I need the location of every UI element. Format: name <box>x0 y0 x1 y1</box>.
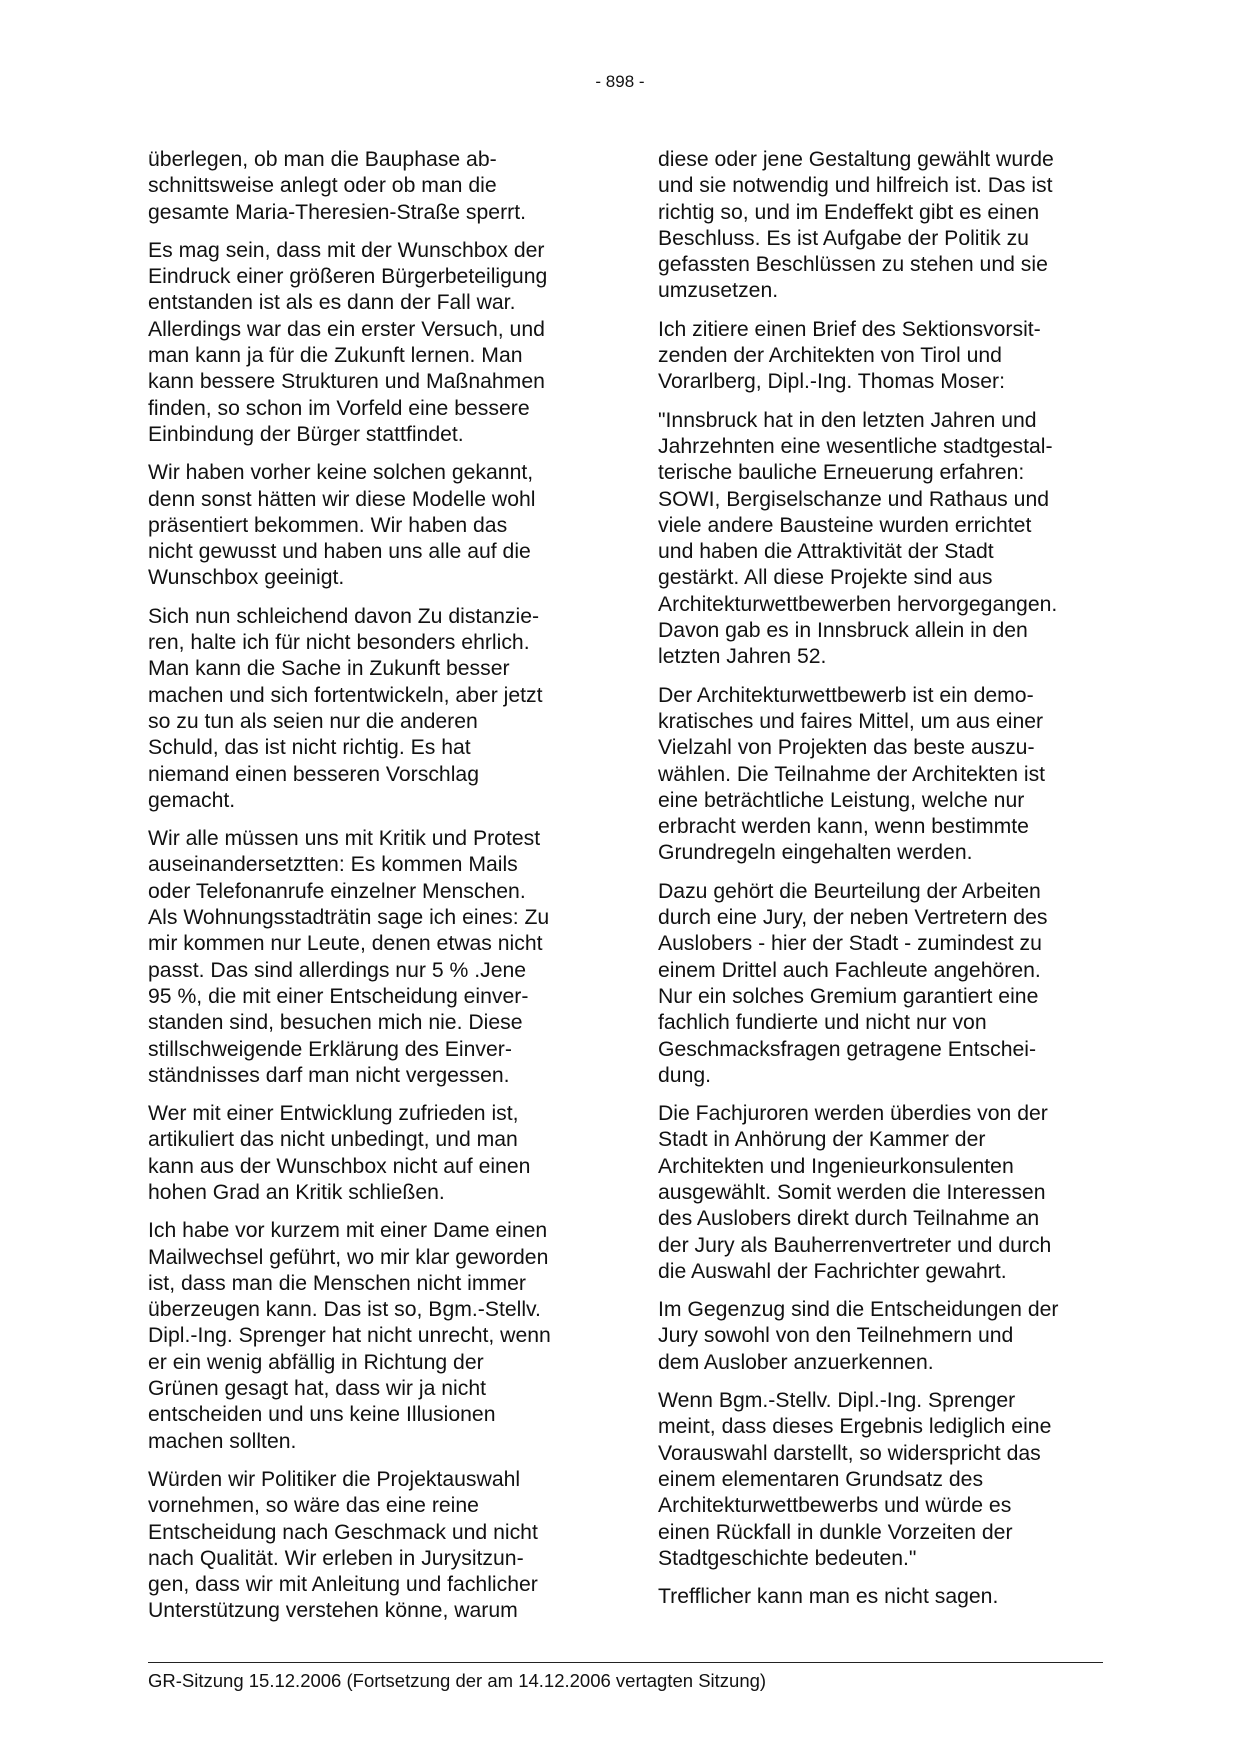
footer-divider <box>148 1662 1103 1663</box>
quote-paragraph: Der Architekturwettbewerb ist ein demo- kratisches und faires Mittel, um aus einer Vielzahl von Projekten das beste auszu- wählen. Die Teilnahme der Architekten ist eine beträchtliche Leistung, welche nur erbracht werden kann, wenn bestimmte Grundregeln eingehalten werden. <box>658 683 1046 865</box>
paragraph: diese oder jene Gestaltung gewählt wurde und sie notwendig und hilfreich ist. Das ist richtig so, und im Endeffekt gibt es einen Beschluss. Es ist Aufgabe der Politik zu gefassten Beschlüssen zu stehen und sie umzusetzen. <box>658 148 1054 303</box>
paragraph: Sich nun schleichend davon Zu distanzie- ren, halte ich für nicht besonders ehrlich. Man kann die Sache in Zukunft besser machen und sich fortentwickeln, aber jetzt so zu tun als seien nur die anderen Schuld, das ist nicht richtig. Es hat niemand einen besseren Vorschlag gemacht. <box>148 604 543 812</box>
paragraph: Es mag sein, dass mit der Wunschbox der Eindruck einer größeren Bürgerbeteiligung entstanden ist als es dann der Fall war. Allerdings war das ein erster Versuch, und man kann ja für die Zukunft lernen. Man kann bessere Strukturen und Maßnahmen finden, so schon im Vorfeld eine bessere Einbindung der Bürger stattfindet. <box>148 238 548 446</box>
paragraph: überlegen, ob man die Bauphase ab- schnittsweise anlegt oder ob man die gesamte Maria-Theresien-Straße sperrt. <box>148 148 526 224</box>
quote-paragraph: Wenn Bgm.-Stellv. Dipl.-Ing. Sprenger meint, dass dieses Ergebnis lediglich eine Vorauswahl darstellt, so widerspricht das einem elementaren Grundsatz des Architekturwettbewerbs und würde es einen Rückfall in dunkle Vorzeiten der Stadtgeschichte bedeuten." <box>658 1389 1052 1570</box>
left-column <box>148 147 588 1637</box>
paragraph: Wir haben vorher keine solchen gekannt, denn sonst hätten wir diese Modelle wohl präsentiert bekommen. Wir haben das nicht gewusst und haben uns alle auf die Wunschbox geeinigt. <box>148 461 536 590</box>
quote-paragraph: "Innsbruck hat in den letzten Jahren und Jahrzehnten eine wesentliche stadtgestal- terische bauliche Erneuerung erfahren: SOWI, Bergiselschanze und Rathaus und viele andere Bausteine wurden errichtet und haben die Attraktivität der Stadt gestärkt. All diese Projekte sind aus Architekturwettbewerben hervorgegangen. Davon gab es in Innsbruck allein in den letzten Jahren 52. <box>658 408 1058 669</box>
quote-paragraph: Dazu gehört die Beurteilung der Arbeiten durch eine Jury, der neben Vertretern des Auslobers - hier der Stadt - zumindest zu einem Drittel auch Fachleute angehören. Nur ein solches Gremium garantiert eine fachlich fundierte und nicht nur von Geschmacksfragen getragene Entschei- dung. <box>658 879 1048 1087</box>
paragraph: Würden wir Politiker die Projektauswahl vornehmen, so wäre das eine reine Entscheidung nach Geschmack und nicht nach Qualität. Wir erleben in Jurysitzun- gen, dass wir mit Anleitung und fachlicher Unterstützung verstehen könne, warum <box>148 1467 538 1623</box>
page-number: - 898 - <box>595 72 645 91</box>
paragraph: Trefflicher kann man es nicht sagen. <box>658 1585 999 1609</box>
footer-text: GR-Sitzung 15.12.2006 (Fortsetzung der am 14.12.2006 vertagten Sitzung) <box>148 1670 767 1691</box>
paragraph: Ich habe vor kurzem mit einer Dame einen Mailwechsel geführt, wo mir klar geworden ist, dass man die Menschen nicht immer überzeugen kann. Das ist so, Bgm.-Stellv. Dipl.-Ing. Sprenger hat nicht unrecht, wenn er ein wenig abfällig in Richtung der Grünen gesagt hat, dass wir ja nicht entscheiden und uns keine Illusionen machen sollten. <box>148 1219 551 1453</box>
right-column <box>658 147 1103 1622</box>
paragraph: Ich zitiere einen Brief des Sektionsvorsit- zenden der Architekten von Tirol und Vorarlberg, Dipl.-Ing. Thomas Moser: <box>658 317 1041 394</box>
quote-paragraph: Im Gegenzug sind die Entscheidungen der Jury sowohl von den Teilnehmern und dem Auslober anzuerkennen. <box>658 1298 1059 1374</box>
quote-paragraph: Die Fachjuroren werden überdies von der Stadt in Anhörung der Kammer der Architekten und Ingenieurkonsulenten ausgewählt. Somit werden die Interessen des Auslobers direkt durch Teilnahme an der Jury als Bauherrenvertreter und durch die Auswahl der Fachrichter gewahrt. <box>658 1102 1052 1283</box>
paragraph: Wir alle müssen uns mit Kritik und Protest auseinandersetztten: Es kommen Mails oder Telefonanrufe einzelner Menschen. Als Wohnungsstadträtin sage ich eines: Zu mir kommen nur Leute, denen etwas nicht passt. Das sind allerdings nur 5 % .Jene 95 %, die mit einer Entscheidung einver- standen sind, besuchen mich nie. Diese stillschweigende Erklärung des Einver- ständnisses darf man nicht vergessen. <box>148 827 550 1087</box>
paragraph: Wer mit einer Entwicklung zufrieden ist, artikuliert das nicht unbedingt, und man kann aus der Wunschbox nicht auf einen hohen Grad an Kritik schließen. <box>148 1102 531 1204</box>
